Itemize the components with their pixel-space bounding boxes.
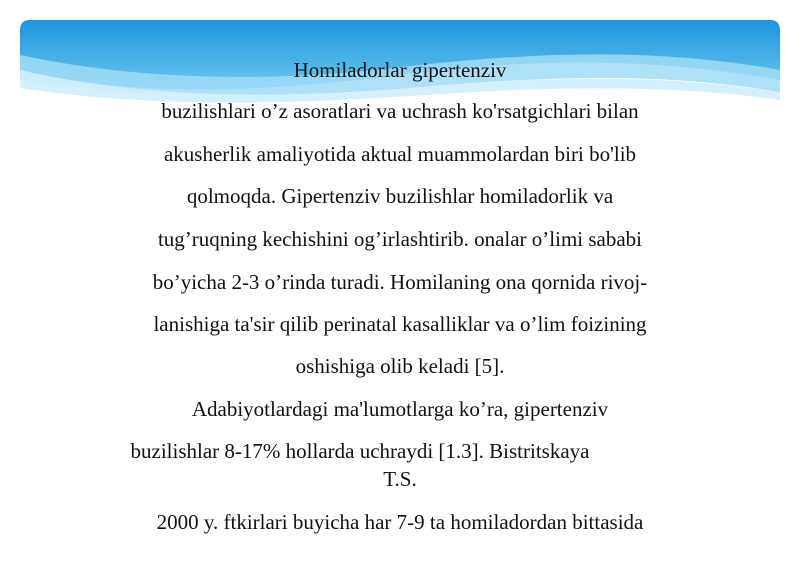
body-line-9: Adabiyotlardagi ma'lumotlarga ko’ra, gipertenziv xyxy=(191,397,609,421)
body-line-10: buzilishlar 8-17% hollarda uchraydi [1.3]. Bistritskaya xyxy=(130,439,590,463)
body-line-5: tug’ruqning kechishini og’irlashtirib. onalar o’limi sababi xyxy=(157,227,643,251)
body-line-4: qolmoqda. Gipertenziv buzilishlar homiladorlik va xyxy=(186,184,614,208)
body-line-12: 2000 y. ftkirlari buyicha har 7-9 ta homiladordan bittasida xyxy=(156,510,644,534)
body-line-7: lanishiga ta'sir qilib perinatal kasalliklar va o’lim foizining xyxy=(153,312,647,336)
body-line-2: buzilishlari o’z asoratlari va uchrash ko'rsatgichlari bilan xyxy=(161,99,639,123)
body-line-3: akusherlik amaliyotida aktual muammolardan biri bo'lib xyxy=(163,142,637,166)
body-line-6: bo’yicha 2-3 o’rinda turadi. Homilaning ona qornida rivoj- xyxy=(152,270,648,294)
body-line-8: oshishiga olib keladi [5]. xyxy=(295,354,505,378)
body-line-11: T.S. xyxy=(383,467,417,491)
body-line-1: Homiladorlar gipertenziv xyxy=(293,58,507,82)
